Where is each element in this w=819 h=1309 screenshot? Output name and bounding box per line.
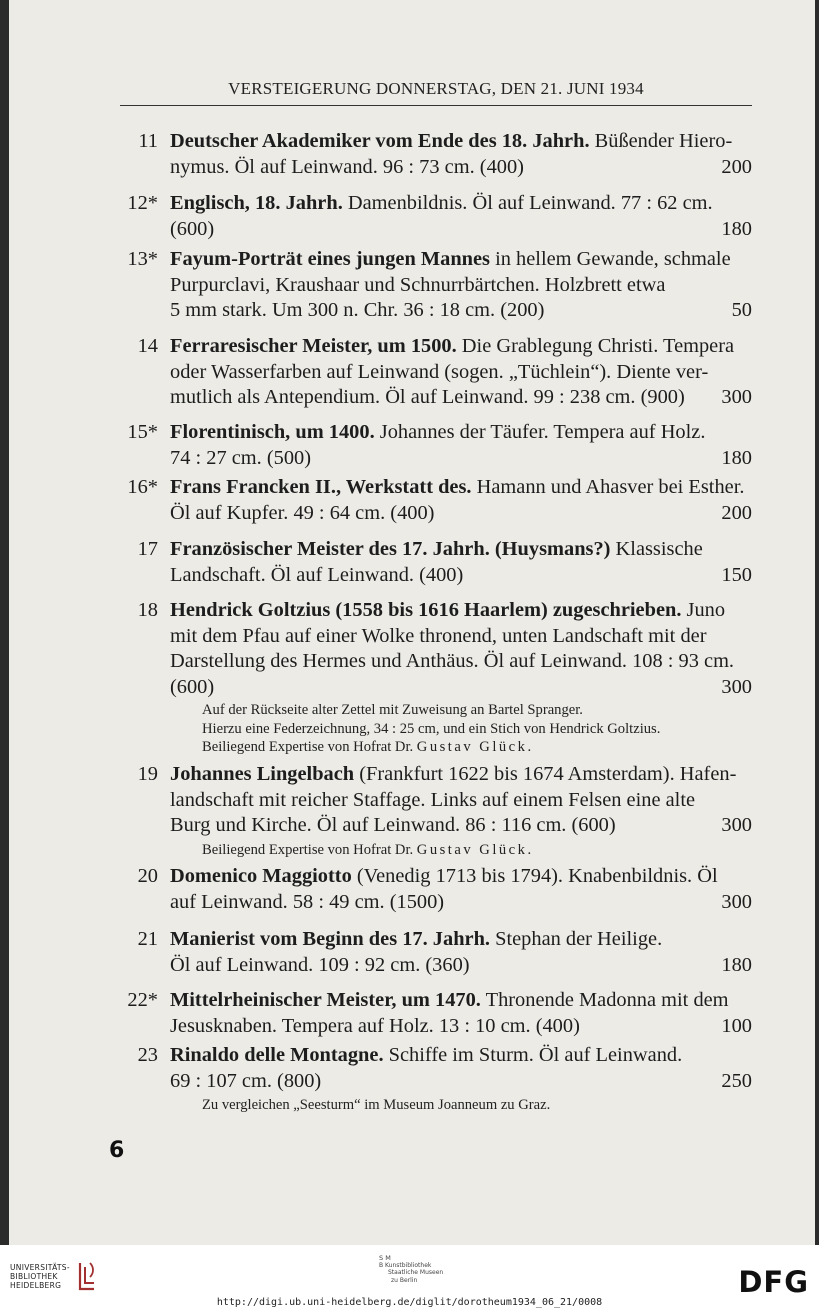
entry-note: Zu vergleichen „Seesturm“ im Museum Joanneum zu Graz. xyxy=(202,1097,551,1113)
entry-number: 13* xyxy=(127,248,158,270)
entry-title: Domenico Maggiotto xyxy=(170,865,352,887)
entry-number: 19 xyxy=(137,763,158,785)
entry-number: 11 xyxy=(138,130,158,152)
entry-text: Landschaft. Öl auf Leinwand. (400) xyxy=(170,563,464,586)
entry-title: Hendrick Goltzius (1558 bis 1616 Haarlem) zugeschrieben. xyxy=(170,599,682,621)
entry-price: 200 xyxy=(721,501,752,524)
entry-note xyxy=(202,739,752,757)
entry-text: Stephan der Heilige. xyxy=(490,928,663,950)
page-number: 6 xyxy=(109,1138,125,1163)
entry-text: Klassische xyxy=(610,538,703,560)
entry-price: 100 xyxy=(721,1014,752,1037)
entry-price-line xyxy=(170,813,752,839)
entry-price: 250 xyxy=(721,1069,752,1092)
entry-title: Florentinisch, um 1400. xyxy=(170,421,375,443)
entry-line xyxy=(170,598,752,624)
catalog-entry xyxy=(118,927,752,978)
entry-price-line xyxy=(170,1069,752,1095)
catalog-entry xyxy=(118,191,752,242)
expert-name: Gustav Glück xyxy=(416,739,528,755)
catalog-entry xyxy=(118,762,752,859)
entry-price: 200 xyxy=(721,155,752,178)
viewer-footer xyxy=(0,1245,819,1309)
entry-line xyxy=(170,247,752,273)
entry-price-line xyxy=(170,953,752,979)
entry-price-line xyxy=(170,217,752,243)
university-library-name xyxy=(10,1263,70,1290)
entry-price-line xyxy=(170,563,752,589)
catalog-entry xyxy=(118,334,752,411)
entry-line xyxy=(170,475,752,501)
note-text: . xyxy=(527,841,532,858)
catalog-entry xyxy=(118,129,752,180)
entry-text: 5 mm stark. Um 300 n. Chr. 36 : 18 cm. (200) xyxy=(170,299,545,321)
dfg-logo[interactable]: DFG xyxy=(738,1265,809,1299)
entry-price-line xyxy=(170,298,752,324)
entry-number: 17 xyxy=(137,538,158,560)
entry-text: nymus. Öl auf Leinwand. 96 : 73 cm. (400) xyxy=(170,155,524,178)
entry-number: 14 xyxy=(137,335,158,357)
entry-title: Englisch, 18. Jahrh. xyxy=(170,192,343,214)
entry-note: Hierzu eine Federzeichnung, 34 : 25 cm, und ein Stich von Hendrick Goltzius. xyxy=(202,720,661,737)
university-library-logo[interactable] xyxy=(10,1261,98,1291)
entry-price: 50 xyxy=(731,299,752,321)
entry-title: Mittelrheinischer Meister, um 1470. xyxy=(170,989,481,1011)
entry-title: Frans Francken II., Werkstatt des. xyxy=(170,476,472,498)
entry-price-line xyxy=(170,501,752,527)
note-text: . xyxy=(527,739,532,755)
entry-text: Hamann und Ahasver bei Esther. xyxy=(471,476,745,498)
stamp-line: Staatliche Museen xyxy=(388,1269,444,1277)
logo-line: BIBLIOTHEK xyxy=(10,1271,58,1281)
entry-price: 300 xyxy=(721,890,752,913)
entry-note xyxy=(202,842,752,860)
note-text: Beiliegend Expertise von Hofrat Dr. xyxy=(202,841,417,858)
entry-number: 22* xyxy=(127,989,158,1011)
catalog-entry xyxy=(118,247,752,324)
entry-title: Ferraresischer Meister, um 1500. xyxy=(170,335,457,357)
entry-text: Die Grablegung Christi. Tempera xyxy=(456,335,735,357)
entry-line: oder Wasserfarben auf Leinwand (sogen. „Tüchlein“). Diente ver- xyxy=(170,360,709,383)
entry-text: 74 : 27 cm. (500) xyxy=(170,446,312,469)
entry-line xyxy=(170,762,752,788)
catalog-entry xyxy=(118,864,752,915)
entry-line xyxy=(170,927,752,953)
entry-price-line xyxy=(170,385,752,411)
entry-text: Thronende Madonna mit dem xyxy=(480,989,729,1011)
entry-text: Burg und Kirche. Öl auf Leinwand. 86 : 116 cm. (600) xyxy=(170,814,616,836)
entry-number: 15* xyxy=(127,421,158,443)
entry-line xyxy=(170,537,752,563)
entry-text: (Frankfurt 1622 bis 1674 Amsterdam). Hafen- xyxy=(354,763,737,785)
entry-text: (600) xyxy=(170,217,215,240)
expert-name: Gustav Glück xyxy=(416,841,528,858)
entry-line: Darstellung des Hermes und Anthäus. Öl auf Leinwand. 108 : 93 cm. xyxy=(170,650,735,672)
entry-line: Purpurclavi, Kraushaar und Schnurrbärtchen. Holzbrett etwa xyxy=(170,273,666,296)
entry-line xyxy=(170,334,752,360)
header-rule xyxy=(120,105,752,106)
entry-line xyxy=(170,191,752,217)
entry-number: 23 xyxy=(137,1044,158,1066)
entry-price: 180 xyxy=(721,217,752,240)
entry-price-line xyxy=(170,446,752,472)
entry-number: 16* xyxy=(127,476,158,498)
entry-line xyxy=(170,129,752,155)
entry-text: Öl auf Kupfer. 49 : 64 cm. (400) xyxy=(170,501,435,524)
entry-number: 20 xyxy=(137,865,158,887)
catalog-entry xyxy=(118,537,752,588)
entry-line xyxy=(170,420,752,446)
entry-text: in hellem Gewande, schmale xyxy=(490,248,731,270)
entry-price-line xyxy=(170,155,752,181)
stamp-line: zu Berlin xyxy=(391,1276,418,1284)
entry-text: Jesusknaben. Tempera auf Holz. 13 : 10 cm. (400) xyxy=(170,1014,580,1037)
entry-price: 300 xyxy=(721,814,752,836)
entry-number: 21 xyxy=(137,928,158,950)
catalog-entry xyxy=(118,420,752,471)
catalog-entry xyxy=(118,988,752,1039)
entry-text: (600) xyxy=(170,675,215,698)
entry-text: auf Leinwand. 58 : 49 cm. (1500) xyxy=(170,890,445,913)
entry-number: 12* xyxy=(127,192,158,214)
permalink-url[interactable]: http://digi.ub.uni-heidelberg.de/diglit/dorotheum1934_06_21/0008 xyxy=(216,1297,603,1308)
entry-note: Auf der Rückseite alter Zettel mit Zuweisung an Bartel Spranger. xyxy=(202,702,583,718)
entry-price: 300 xyxy=(721,386,752,408)
catalog-entry xyxy=(118,598,752,757)
entry-price-line xyxy=(170,890,752,916)
entry-line xyxy=(170,864,752,890)
entry-title: Manierist vom Beginn des 17. Jahrh. xyxy=(170,928,491,950)
entry-price-line xyxy=(170,675,752,701)
entry-title: Johannes Lingelbach xyxy=(170,763,355,785)
entry-text: mutlich als Antependium. Öl auf Leinwand. 99 : 238 cm. (900) xyxy=(170,386,685,408)
entry-text: Schiffe im Sturm. Öl auf Leinwand. xyxy=(383,1044,683,1066)
note-text: Beiliegend Expertise von Hofrat Dr. xyxy=(202,739,417,755)
entry-text: Damenbildnis. Öl auf Leinwand. 77 : 62 cm. xyxy=(342,192,713,214)
entry-line xyxy=(170,1043,752,1069)
entry-price: 180 xyxy=(721,446,752,469)
logo-line: HEIDELBERG xyxy=(10,1280,62,1290)
stamp-line: B Kunstbibliothek xyxy=(379,1262,432,1270)
entry-text: Büßender Hiero- xyxy=(589,130,733,152)
entry-line: mit dem Pfau auf einer Wolke thronend, unten Landschaft mit der xyxy=(170,624,707,647)
entry-line: landschaft mit reicher Staffage. Links auf einem Felsen eine alte xyxy=(170,788,696,811)
entry-text: 69 : 107 cm. (800) xyxy=(170,1069,322,1092)
entry-price: 300 xyxy=(721,675,752,698)
logo-line: UNIVERSITÄTS- xyxy=(10,1262,70,1272)
page-header: VERSTEIGERUNG DONNERSTAG, DEN 21. JUNI 1934 xyxy=(228,79,644,98)
entry-text: Johannes der Täufer. Tempera auf Holz. xyxy=(374,421,706,443)
library-emblem-icon xyxy=(76,1261,98,1291)
entry-title: Fayum-Porträt eines jungen Mannes xyxy=(170,248,490,270)
catalog-entry xyxy=(118,475,752,526)
entry-line xyxy=(170,988,752,1014)
entry-title: Rinaldo delle Montagne. xyxy=(170,1044,384,1066)
entry-text: Öl auf Leinwand. 109 : 92 cm. (360) xyxy=(170,953,470,976)
entry-title: Deutscher Akademiker vom Ende des 18. Jahrh. xyxy=(170,130,590,152)
entry-number: 18 xyxy=(137,599,158,621)
museum-stamp xyxy=(379,1255,443,1284)
entry-price: 150 xyxy=(721,563,752,586)
entry-title: Französischer Meister des 17. Jahrh. (Huysmans?) xyxy=(170,538,611,560)
stamp-line: S M xyxy=(379,1254,391,1262)
entry-price: 180 xyxy=(721,953,752,976)
entry-text: Juno xyxy=(681,599,726,621)
entry-price-line xyxy=(170,1014,752,1040)
catalog-entry xyxy=(118,1043,752,1115)
entry-text: (Venedig 1713 bis 1794). Knabenbildnis. Öl xyxy=(351,865,718,887)
